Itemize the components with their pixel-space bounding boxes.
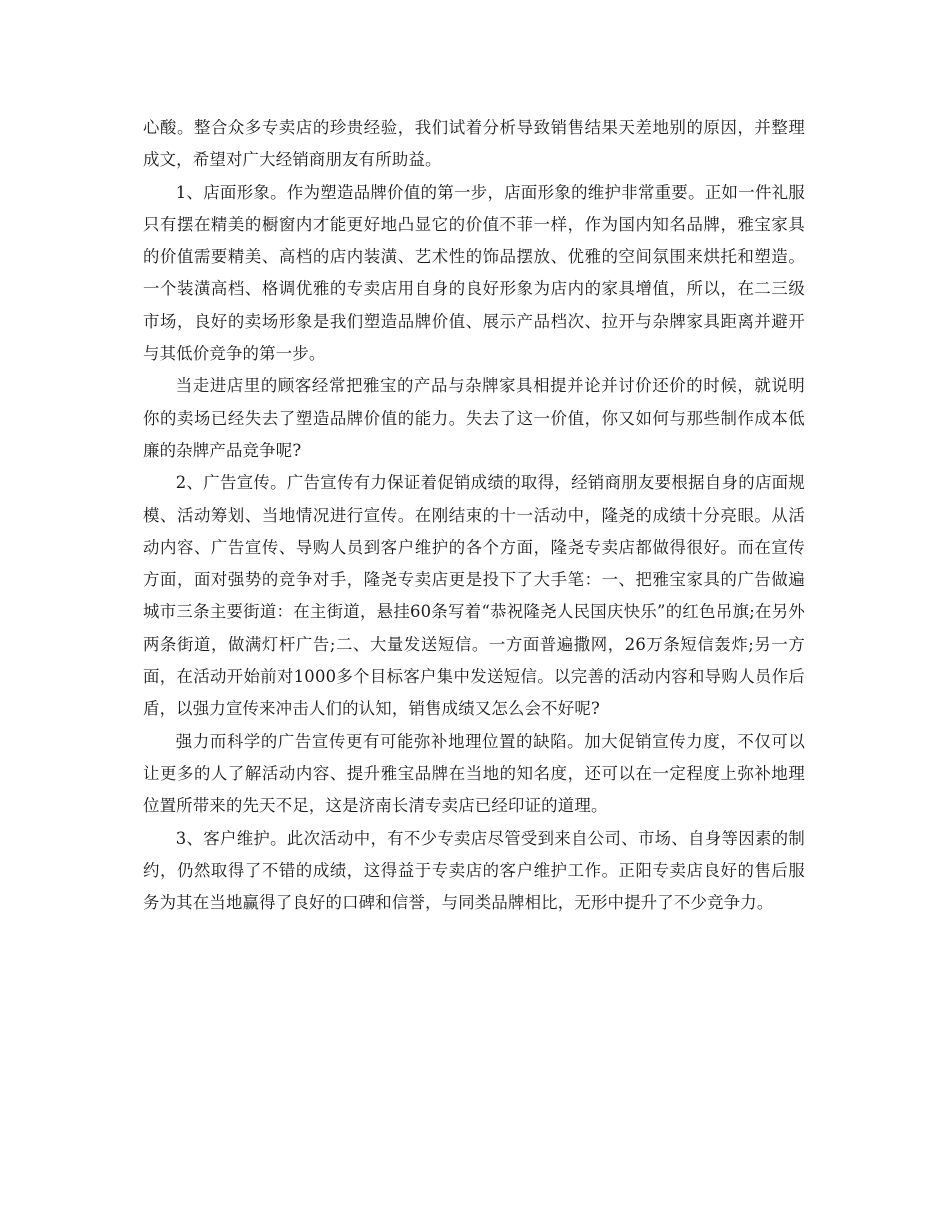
document-body xyxy=(143,112,805,919)
paragraph-store-image: 1、店面形象。作为塑造品牌价值的第一步，店面形象的维护非常重要。正如一件礼服只有摆在精美的橱窗内才能更好地凸显它的价值不菲一样，作为国内知名品牌，雅宝家具的价值需要精美、高档的店内装潢、艺术性的饰品摆放、优雅的空间氛围来烘托和塑造。一个装潢高档、格调优雅的专卖店用自身的良好形象为店内的家具增值，所以，在二三级市场，良好的卖场形象是我们塑造品牌价值、展示产品档次、拉开与杂牌家具距离并避开与其低价竞争的第一步。 xyxy=(143,182,805,364)
paragraph-advertising-location: 强力而科学的广告宣传更有可能弥补地理位置的缺陷。加大促销宣传力度，不仅可以让更多的人了解活动内容、提升雅宝品牌在当地的知名度，还可以在一定程度上弥补地理位置所带来的先天不足，这是济南长清专卖店已经印证的道理。 xyxy=(143,731,805,816)
paragraph-intro-continuation: 心酸。整合众多专卖店的珍贵经验，我们试着分析导致销售结果天差地别的原因，并整理成文，希望对广大经销商朋友有所助益。 xyxy=(143,118,805,170)
paragraph-advertising: 2、广告宣传。广告宣传有力保证着促销成绩的取得，经销商朋友要根据自身的店面规模、活动筹划、当地情况进行宣传。在刚结束的十一活动中，隆尧的成绩十分亮眼。从活动内容、广告宣传、导购人员到客户维护的各个方面，隆尧专卖店都做得很好。而在宣传方面，面对强势的竞争对手，隆尧专卖店更是投下了大手笔：一、把雅宝家具的广告做遍城市三条主要街道：在主街道，悬挂60条写着“恭祝隆尧人民国庆快乐”的红色吊旗;在另外两条街道，做满灯杆广告;二、大量发送短信。一方面普遍撒网，26万条短信轰炸;另一方面，在活动开始前对1000多个目标客户集中发送短信。以完善的活动内容和导购人员作后盾，以强力宣传来冲击人们的认知，销售成绩又怎么会不好呢? xyxy=(143,473,805,719)
paragraph-customer-maintenance: 3、客户维护。此次活动中，有不少专卖店尽管受到来自公司、市场、自身等因素的制约，仍然取得了不错的成绩，这得益于专卖店的客户维护工作。正阳专卖店良好的售后服务为其在当地赢得了良好的口碑和信誉，与同类品牌相比，无形中提升了不少竞争力。 xyxy=(143,828,805,913)
paragraph-brand-value: 当走进店里的顾客经常把雅宝的产品与杂牌家具相提并论并讨价还价的时候，就说明你的卖场已经失去了塑造品牌价值的能力。失去了这一价值，你又如何与那些制作成本低廉的杂牌产品竞争呢? xyxy=(143,376,805,460)
